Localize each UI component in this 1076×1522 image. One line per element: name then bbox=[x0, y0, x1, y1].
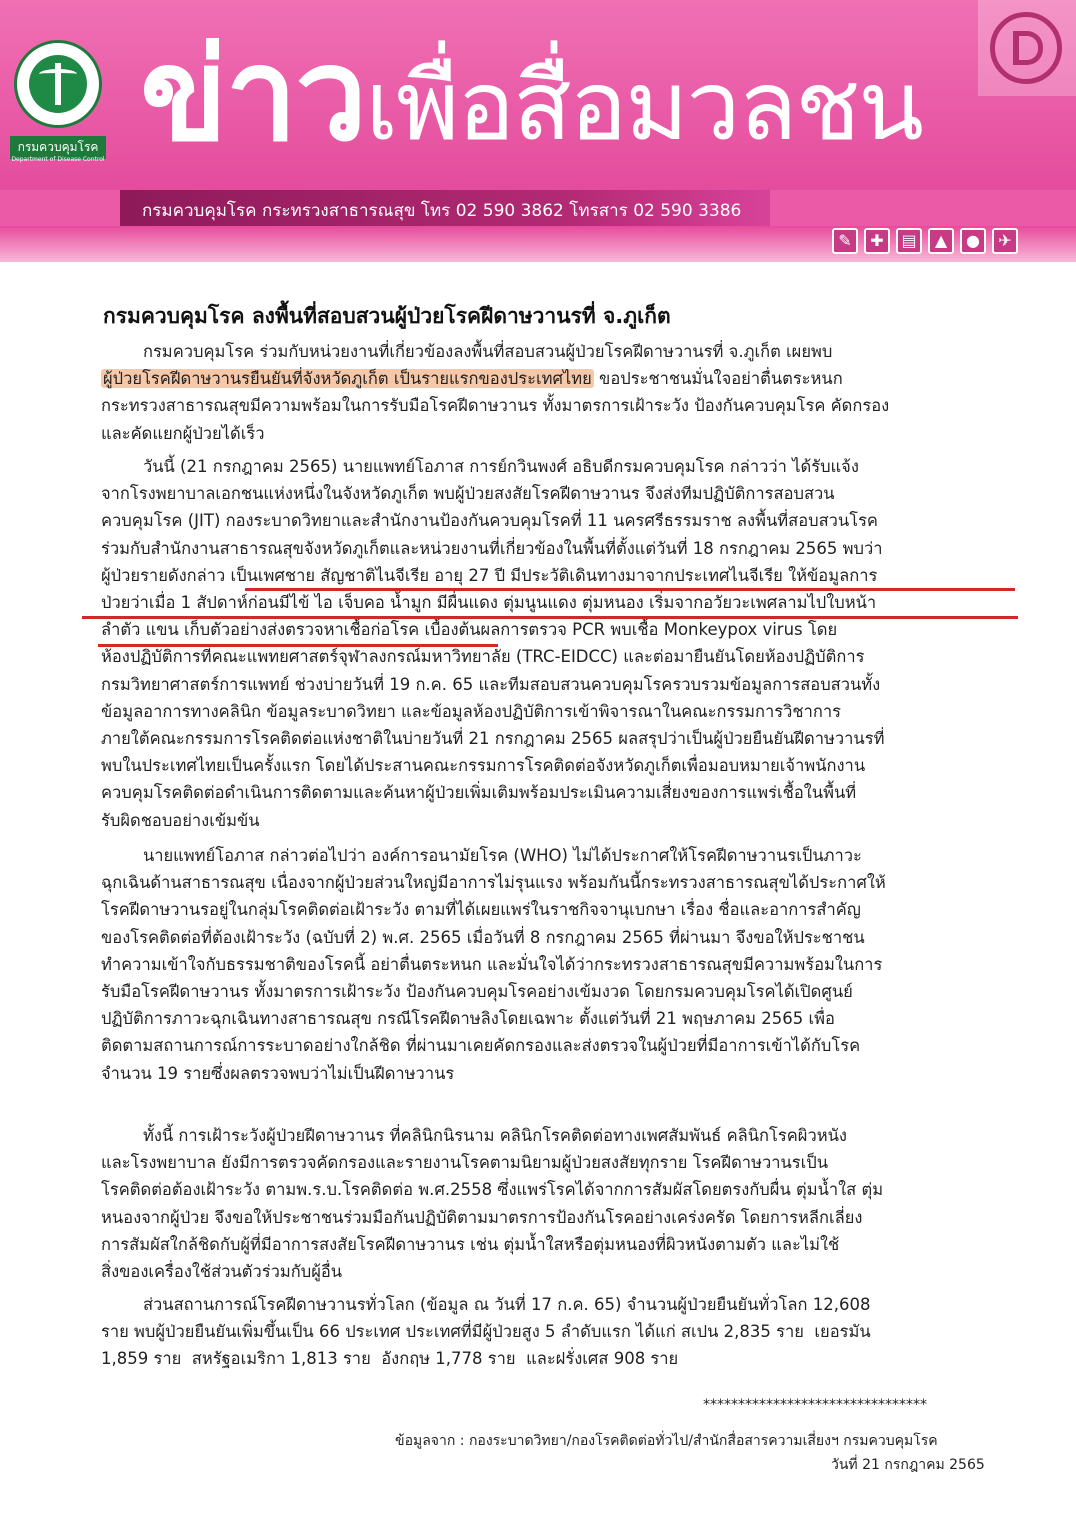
logo-org-name: กรมควบคุมโรค bbox=[10, 136, 106, 159]
paragraph-line: ทำความเข้าใจกับธรรมชาติของโรคนี้ อย่าตื่นตระหนก และมั่นใจได้ว่ากระทรวงสาธารณสุขมีความพร้อมในการ bbox=[101, 954, 883, 974]
source-credit: ข้อมูลจาก : กองระบาดวิทยา/กองโรคติดต่อทั่วไป/สำนักสื่อสารความเสี่ยงฯ กรมควบคุมโรค bbox=[395, 1433, 938, 1449]
paragraph-line: ทั้งนี้ การเฝ้าระวังผู้ป่วยฝีดาษวานร ที่คลินิกนิรนาม คลินิกโรคติดต่อทางเพศสัมพันธ์ คลินิกโรคผิวหนัง bbox=[101, 1126, 847, 1145]
paragraph-line: ภายใต้คณะกรรมการโรคติดต่อแห่งชาติในบ่ายวันที่ 21 กรกฎาคม 2565 ผลสรุปว่าเป็นผู้ป่วยยืนยันฝีดาษวานรที่ bbox=[101, 729, 885, 749]
clipboard-icon: ▤ bbox=[896, 228, 922, 254]
paragraph-line: ควบคุมโรค (JIT) กองระบาดวิทยาและสำนักงานป้องกันควบคุมโรคที่ 11 นครศรีธรรมราช ลงพื้นที่สอบสวนโรค bbox=[101, 511, 878, 531]
paragraph-line: ร่วมกับสำนักงานสาธารณสุขจังหวัดภูเก็ตและหน่วยงานที่เกี่ยวข้องในพื้นที่ตั้งแต่วันที่ 18 กรกฎาคม 2565 พบว่า bbox=[101, 538, 883, 558]
ministry-logo bbox=[10, 40, 106, 166]
paragraph-line: และคัดแยกผู้ป่วยได้เร็ว bbox=[101, 423, 265, 443]
header-title-media: เพื่อสื่อมวลชน bbox=[365, 50, 923, 162]
paragraph-line: ของโรคติดต่อที่ต้องเฝ้าระวัง (ฉบับที่ 2) พ.ศ. 2565 เมื่อวันที่ 8 กรกฎาคม 2565 ที่ผ่านมา จึงขอให้ประชาชน bbox=[101, 927, 865, 947]
paragraph-line: สิ่งของเครื่องใช้ส่วนตัวร่วมกับผู้อื่น bbox=[101, 1262, 343, 1282]
airplane-icon: ✈ bbox=[992, 228, 1018, 254]
paragraph-line: การสัมผัสใกล้ชิดกับผู้ที่มีอาการสงสัยโรคฝีดาษวานร เช่น ตุ่มน้ำใสหรือตุ่มหนองที่ผิวหนังตามตัว และไม่ใช้ bbox=[101, 1234, 840, 1254]
paragraph-line: ฉุกเฉินด้านสาธารณสุข เนื่องจากผู้ป่วยส่วนใหญ่มีอาการไม่รุนแรง พร้อมกันนี้กระทรวงสาธารณสุขได้ประกาศให้ bbox=[101, 873, 886, 893]
paragraph-line: โรคติดต่อต้องเฝ้าระวัง ตามพ.ร.บ.โรคติดต่อ พ.ศ.2558 ซึ่งแพร่โรคได้จากการสัมผัสโดยตรงกับผื่น ตุ่มน้ำใส ตุ่ม bbox=[101, 1180, 884, 1200]
paragraph-line: ข้อมูลอาการทางคลินิก ข้อมูลระบาดวิทยา และข้อมูลห้องปฏิบัติการเข้าพิจารณาในคณะกรรมการวิชาการ bbox=[101, 701, 842, 721]
contact-strip bbox=[0, 190, 1076, 226]
paragraph-line: ห้องปฏิบัติการที่คณะแพทยศาสตร์จุฬาลงกรณ์มหาวิทยาลัย (TRC-EIDCC) และต่อมายืนยันโดยห้องปฏิบัติการ bbox=[101, 647, 865, 667]
paragraph-line: รับมือโรคฝีดาษวานร ทั้งมาตรการเฝ้าระวัง ป้องกันควบคุมโรคอย่างเข้มงวด โดยกรมควบคุมโรคได้เปิดศูนย์ bbox=[101, 982, 853, 1002]
paragraph-line: ราย พบผู้ป่วยยืนยันเพิ่มขึ้นเป็น 66 ประเทศ ประเทศที่มีผู้ป่วยสูง 5 ลำดับแรก ได้แก่ สเปน 2,835 ราย เยอรมัน bbox=[101, 1322, 871, 1342]
red-underline-annotation bbox=[82, 616, 1018, 619]
pill-icon: ● bbox=[960, 228, 986, 254]
paragraph-1 bbox=[101, 338, 991, 447]
paragraph-4 bbox=[101, 1122, 991, 1285]
paragraph-line: กระทรวงสาธารณสุขมีความพร้อมในการรับมือโรคฝีดาษวานร ทั้งมาตรการเฝ้าระวัง ป้องกันควบคุมโรค คัดกรอง bbox=[101, 396, 890, 416]
paragraph-line: กรมควบคุมโรค ร่วมกับหน่วยงานที่เกี่ยวข้องลงพื้นที่สอบสวนผู้ป่วยโรคฝีดาษวานรที่ จ.ภูเก็ต เผยพบ bbox=[101, 342, 833, 361]
article-headline: กรมควบคุมโรค ลงพื้นที่สอบสวนผู้ป่วยโรคฝีดาษวานรที่ จ.ภูเก็ต bbox=[103, 304, 671, 328]
paragraph-line: ติดตามสถานการณ์การระบาดอย่างใกล้ชิด ที่ผ่านมาเคยคัดกรองและส่งตรวจในผู้ป่วยที่มีอาการเข้าได้กับโรค bbox=[101, 1036, 861, 1056]
watermark-logo-icon bbox=[978, 0, 1076, 96]
paragraph-text: ขอประชาชนมั่นใจอย่าตื่นตระหนก bbox=[593, 369, 843, 389]
paragraph-line: ปฏิบัติการภาวะฉุกเฉินทางสาธารณสุข กรณีโรคฝีดาษลิงโดยเฉพาะ ตั้งแต่วันที่ 21 พฤษภาคม 2565 เพื่อ bbox=[101, 1009, 835, 1029]
header-title bbox=[140, 21, 923, 170]
paragraph-line: ผู้ป่วยรายดังกล่าว เป็นเพศชาย สัญชาติไนจีเรีย อายุ 27 ปี มีประวัติเดินทางมาจากประเทศไนจีเรีย ให้ข้อมูลการ bbox=[101, 565, 878, 585]
separator-stars: ******************************** bbox=[703, 1397, 927, 1413]
release-date: วันที่ 21 กรกฎาคม 2565 bbox=[831, 1457, 985, 1473]
caduceus-icon bbox=[14, 40, 102, 128]
paragraph-line: ลำตัว แขน เก็บตัวอย่างส่งตรวจหาเชื้อก่อโรค เบื้องต้นผลการตรวจ PCR พบเชื้อ Monkeypox virus โดย bbox=[101, 620, 838, 640]
paragraph-line: รับผิดชอบอย่างเข้มข้น bbox=[101, 810, 260, 830]
paragraph-line: 1,859 ราย สหรัฐอเมริกา 1,813 ราย อังกฤษ 1,778 ราย และฝรั่งเศส 908 ราย bbox=[101, 1349, 679, 1369]
paragraph-line: วันนี้ (21 กรกฎาคม 2565) นายแพทย์โอภาส การย์กวินพงศ์ อธิบดีกรมควบคุมโรค กล่าวว่า ได้รับแจ้ง bbox=[101, 457, 859, 476]
red-underline-annotation bbox=[98, 644, 498, 647]
paragraph-line: ส่วนสถานการณ์โรคฝีดาษวานรทั่วโลก (ข้อมูล ณ วันที่ 17 ก.ค. 65) จำนวนผู้ป่วยยืนยันทั่วโลก 12,608 bbox=[101, 1295, 871, 1314]
highlighted-text: ผู้ป่วยโรคฝีดาษวานรยืนยันที่จังหวัดภูเก็ต เป็นรายแรกของประเทศไทย bbox=[103, 369, 592, 389]
contact-line: กรมควบคุมโรค กระทรวงสาธารณสุข โทร 02 590 3862 โทรสาร 02 590 3386 bbox=[142, 201, 742, 221]
header-title-news: ข่าว bbox=[140, 21, 366, 170]
paragraph-line: ควบคุมโรคติดต่อดำเนินการติดตามและค้นหาผู้ป่วยเพิ่มเติมพร้อมประเมินความเสี่ยงของการแพร่เชื้อในพื้นที่ bbox=[101, 783, 857, 803]
paragraph-line: จากโรงพยาบาลเอกชนแห่งหนึ่งในจังหวัดภูเก็ต พบผู้ป่วยสงสัยโรคฝีดาษวานร จึงส่งทีมปฏิบัติการสอบสวน bbox=[101, 484, 835, 504]
header-icon-row bbox=[832, 228, 1018, 254]
paragraph-3 bbox=[101, 842, 991, 1087]
syringe-icon: ✎ bbox=[832, 228, 858, 254]
paragraph-line: จำนวน 19 รายซึ่งผลตรวจพบว่าไม่เป็นฝีดาษวานร bbox=[101, 1063, 455, 1083]
paragraph-line: โรคฝีดาษวานรอยู่ในกลุ่มโรคติดต่อเฝ้าระวัง ตามที่ได้เผยแพร่ในราชกิจจานุเบกษา เรื่อง ชื่อและอาการสำคัญ bbox=[101, 900, 861, 920]
logo-org-subtitle: Department of Disease Control bbox=[11, 156, 105, 163]
paragraph-line bbox=[101, 365, 991, 392]
paragraph-line: นายแพทย์โอภาส กล่าวต่อไปว่า องค์การอนามัยโรค (WHO) ไม่ได้ประกาศให้โรคฝีดาษวานรเป็นภาวะ bbox=[101, 846, 862, 865]
paragraph-line: กรมวิทยาศาสตร์การแพทย์ ช่วงบ่ายวันที่ 19 ก.ค. 65 และทีมสอบสวนควบคุมโรครวบรวมข้อมูลการสอบสวนทั้ง bbox=[101, 674, 881, 694]
press-release-header bbox=[0, 0, 1076, 262]
paragraph-5 bbox=[101, 1291, 991, 1373]
paragraph-line: และโรงพยาบาล ยังมีการตรวจคัดกรองและรายงานโรคตามนิยามผู้ป่วยสงสัยทุกราย โรคฝีดาษวานรเป็น bbox=[101, 1153, 829, 1173]
paragraph-line: หนองจากผู้ป่วย จึงขอให้ประชาชนร่วมมือกันปฏิบัติตามมาตรการป้องกันโรคอย่างเคร่งครัด โดยการหลีกเลี่ยง bbox=[101, 1207, 863, 1227]
paragraph-line: พบในประเทศไทยเป็นครั้งแรก โดยได้ประสานคณะกรรมการโรคติดต่อจังหวัดภูเก็ตเพื่อมอบหมายเจ้าพนักงาน bbox=[101, 756, 866, 776]
paragraph-line: ป่วยว่าเมื่อ 1 สัปดาห์ก่อนมีไข้ ไอ เจ็บคอ น้ำมูก มีผื่นแดง ตุ่มนูนแดง ตุ่มหนอง เริ่มจากอวัยวะเพศลามไปใบหน้า bbox=[101, 593, 877, 613]
medical-cross-icon: ✚ bbox=[864, 228, 890, 254]
red-underline-annotation bbox=[245, 588, 1015, 591]
flask-icon: ▲ bbox=[928, 228, 954, 254]
